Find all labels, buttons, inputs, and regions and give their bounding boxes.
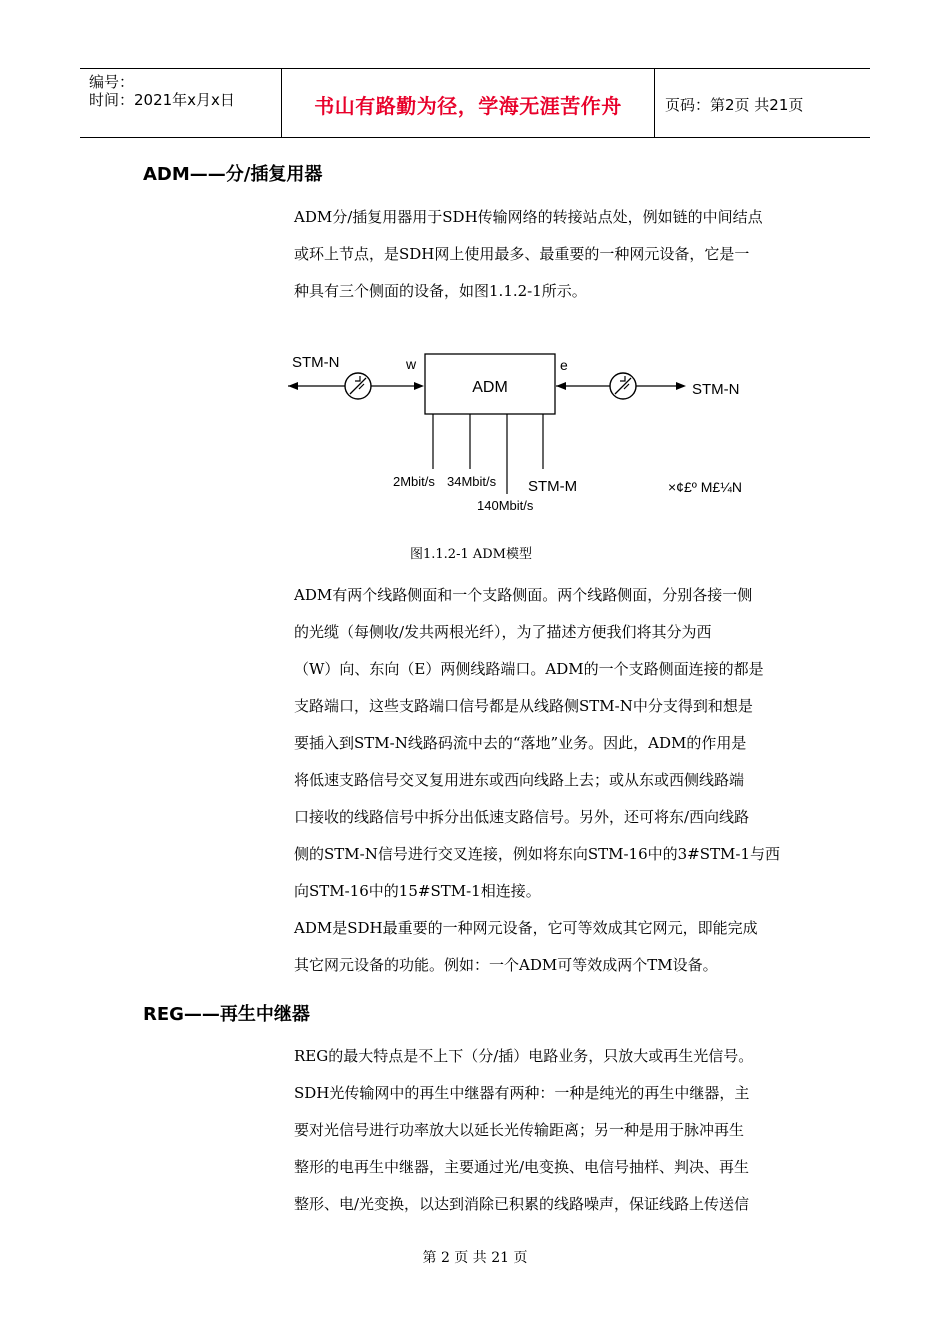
text-line: 向STM-16中的15#STM-1相连接。 xyxy=(294,882,541,900)
page-footer: 第 2 页 共 21 页 xyxy=(422,1250,528,1266)
text-line: 或环上节点，是SDH网上使用最多、最重要的一种网元设备，它是一 xyxy=(294,245,750,263)
header-page-cell xyxy=(655,69,870,137)
reg-section-title: REG——再生中继器 xyxy=(143,1004,310,1025)
text-line: 整形的电再生中继器，主要通过光/电变换、电信号抽样、判决、再生 xyxy=(294,1158,750,1176)
trib-34m-label: 34Mbit/s xyxy=(447,474,497,489)
east-optical-icon xyxy=(610,373,636,399)
east-label: e xyxy=(560,357,568,373)
header-motto: 书山有路勤为径，学海无涯苦作舟 xyxy=(314,94,622,118)
text-line: （W）向、东向（E）两侧线路端口。ADM的一个支路侧面连接的都是 xyxy=(294,660,764,678)
header-motto-cell xyxy=(281,69,655,137)
time-label: 时间：2021年x月x日 xyxy=(89,91,235,109)
trib-140m-label: 140Mbit/s xyxy=(477,498,534,513)
page-header xyxy=(80,68,870,138)
number-label: 编号： xyxy=(89,73,135,91)
west-label: w xyxy=(406,356,417,372)
adm-body-paragraph xyxy=(294,577,816,984)
reg-body-paragraph xyxy=(294,1038,816,1223)
trib-2m-label: 2Mbit/s xyxy=(393,474,435,489)
text-line: 其它网元设备的功能。例如：一个ADM可等效成两个TM设备。 xyxy=(294,956,718,974)
text-line: 的光缆（每侧收/发共两根光纤），为了描述方便我们将其分为西 xyxy=(294,623,712,641)
figure-caption: 图1.1.2-1 ADM模型 xyxy=(410,547,532,562)
text-line: 侧的STM-N信号进行交叉连接，例如将东向STM-16中的3#STM-1与西 xyxy=(294,845,780,863)
trib-stmm-label: STM-M xyxy=(528,478,578,495)
adm-box-label: ADM xyxy=(472,379,508,396)
left-stm-label: STM-N xyxy=(292,354,340,371)
text-line: ADM是SDH最重要的一种网元设备，它可等效成其它网元，即能完成 xyxy=(294,919,758,937)
text-line: 口接收的线路信号中拆分出低速支路信号。另外，还可将东/西向线路 xyxy=(294,808,750,826)
header-page-info: 页码：第2页 共21页 xyxy=(665,96,804,114)
text-line: 要对光信号进行功率放大以延长光传输距离；另一种是用于脉冲再生 xyxy=(294,1121,745,1139)
text-line: 支路端口，这些支路端口信号都是从线路侧STM-N中分支得到和想是 xyxy=(294,697,753,715)
east-arrowhead-right xyxy=(676,382,686,390)
text-line: 整形、电/光变换，以达到消除已积累的线路噪声，保证线路上传送信 xyxy=(294,1195,750,1213)
garbled-note: ×¢£º M£¼N xyxy=(668,479,742,495)
east-arrowhead-left xyxy=(556,382,566,390)
text-line: SDH光传输网中的再生中继器有两种：一种是纯光的再生中继器，主 xyxy=(294,1084,750,1102)
text-line: ADM分/插复用器用于SDH传输网络的转接站点处，例如链的中间结点 xyxy=(294,208,763,226)
text-line: ADM有两个线路侧面和一个支路侧面。两个线路侧面，分别各接一侧 xyxy=(294,586,753,604)
text-line: 将低速支路信号交叉复用进东或西向线路上去；或从东或西侧线路端 xyxy=(294,771,745,789)
text-line: 种具有三个侧面的设备，如图1.1.2-1所示。 xyxy=(294,282,587,300)
west-arrowhead-left xyxy=(288,382,298,390)
right-stm-label: STM-N xyxy=(692,381,740,398)
text-line: REG的最大特点是不上下（分/插）电路业务，只放大或再生光信号。 xyxy=(294,1047,754,1065)
text-line: 要插入到STM-N线路码流中去的“落地”业务。因此，ADM的作用是 xyxy=(294,734,747,752)
header-meta xyxy=(80,69,281,137)
adm-model-diagram xyxy=(280,344,760,524)
adm-section-title: ADM——分/插复用器 xyxy=(143,164,323,185)
west-arrowhead-right xyxy=(414,382,424,390)
adm-intro-paragraph xyxy=(294,199,816,310)
west-optical-icon xyxy=(345,373,371,399)
